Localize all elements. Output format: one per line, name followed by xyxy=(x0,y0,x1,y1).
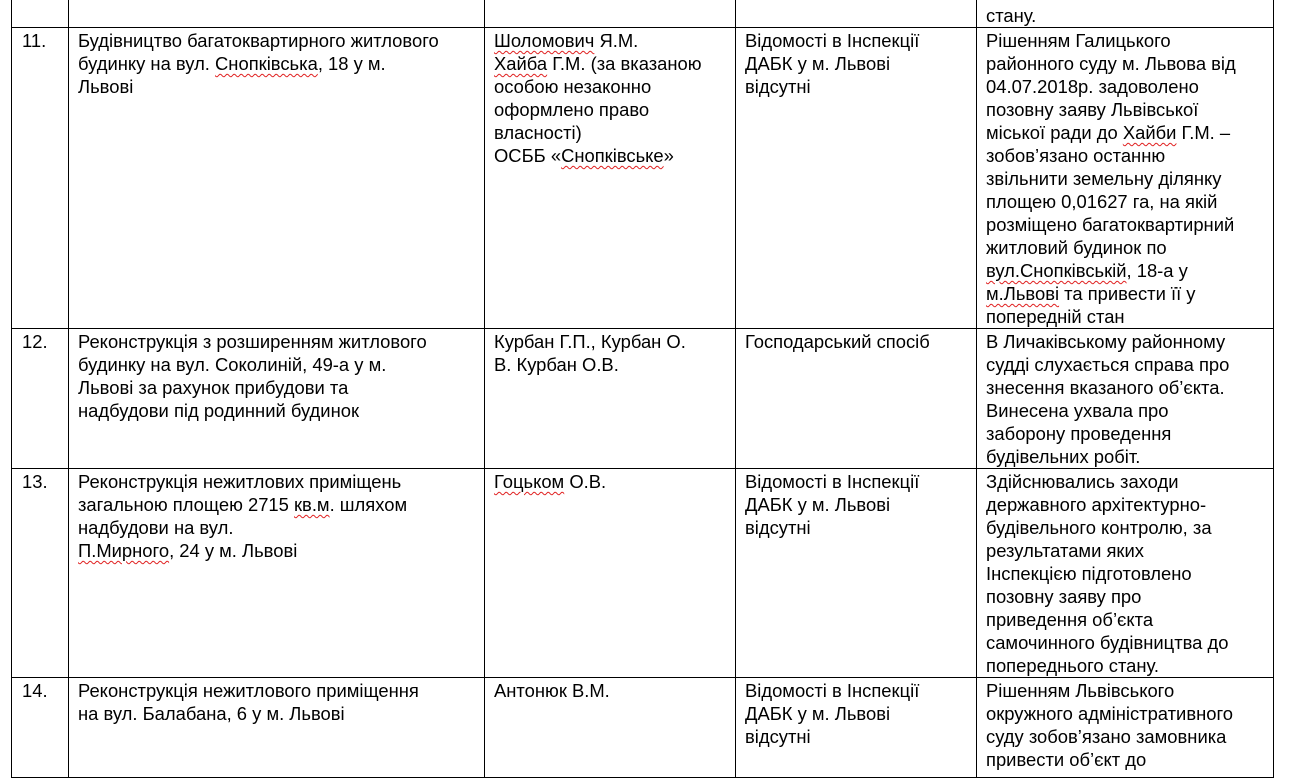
text-line xyxy=(78,493,478,516)
text-line xyxy=(745,725,970,748)
text-fragment: , 18-а у xyxy=(1126,260,1188,281)
text-fragment: зобов’язано останню xyxy=(986,145,1166,166)
text-fragment: Г.М. – xyxy=(1176,122,1231,143)
owner-cell xyxy=(485,0,736,28)
object-description-cell xyxy=(69,329,485,469)
text-line xyxy=(986,679,1267,702)
text-fragment: власності) xyxy=(494,122,582,143)
table-row xyxy=(12,0,1274,28)
text-fragment: Відомості в Інспекції xyxy=(745,680,920,701)
table-row xyxy=(12,329,1274,469)
text-line xyxy=(494,330,729,353)
text-fragment: » xyxy=(663,145,674,166)
text-line xyxy=(986,236,1267,259)
text-fragment: Львові за рахунок прибудови та xyxy=(78,377,349,398)
text-fragment: результатами яких xyxy=(986,540,1144,561)
text-line xyxy=(986,121,1267,144)
text-fragment: оформлено право xyxy=(494,99,650,120)
text-fragment: особою незаконно xyxy=(494,76,652,97)
text-line xyxy=(494,75,729,98)
text-fragment: Я.М. xyxy=(594,30,639,51)
text-line xyxy=(986,259,1267,282)
legal-status-cell xyxy=(977,678,1274,778)
text-line xyxy=(986,725,1267,748)
text-fragment: позовну заяву про xyxy=(986,586,1142,607)
row-number-cell xyxy=(12,0,69,28)
spellcheck-flagged-word: кв.м xyxy=(294,494,330,515)
text-fragment: Львові xyxy=(78,76,134,97)
spellcheck-flagged-word: Гоцьком xyxy=(494,471,565,492)
row-number-cell: 12. xyxy=(12,329,69,469)
text-fragment: Антонюк В.М. xyxy=(494,680,610,701)
object-description-cell xyxy=(69,678,485,778)
text-line xyxy=(986,654,1267,677)
text-fragment: ДАБК у м. Львові xyxy=(745,494,891,515)
text-fragment: заборону проведення xyxy=(986,423,1172,444)
text-fragment: ДАБК у м. Львові xyxy=(745,703,891,724)
text-fragment: Будівництво багатоквартирного житлового xyxy=(78,30,439,51)
text-fragment: . шляхом xyxy=(329,494,408,515)
text-fragment: Реконструкція з розширенням житлового xyxy=(78,331,427,352)
object-description-cell xyxy=(69,28,485,329)
text-fragment: Г.М. (за вказаною xyxy=(547,53,702,74)
text-line xyxy=(494,121,729,144)
text-line xyxy=(494,29,729,52)
document-page xyxy=(11,0,1274,778)
text-fragment: самочинного будівництва до xyxy=(986,632,1229,653)
owner-cell xyxy=(485,678,736,778)
legal-status-cell xyxy=(977,0,1274,28)
text-line xyxy=(78,376,478,399)
text-fragment: О.В. xyxy=(564,471,607,492)
text-line xyxy=(745,52,970,75)
text-line xyxy=(745,516,970,539)
table-row xyxy=(12,678,1274,778)
text-fragment: ДАБК у м. Львові xyxy=(745,53,891,74)
legal-status-cell xyxy=(977,329,1274,469)
row-number-cell: 13. xyxy=(12,469,69,678)
text-fragment: загальною площею 2715 xyxy=(78,494,294,515)
inspection-info-cell xyxy=(736,678,977,778)
spellcheck-flagged-word: Снопківське xyxy=(561,145,664,166)
text-fragment: позовну заяву Львівської xyxy=(986,99,1199,120)
inspection-info-cell xyxy=(736,329,977,469)
text-fragment: Відомості в Інспекції xyxy=(745,471,920,492)
text-fragment: Господарський спосіб xyxy=(745,331,930,352)
text-fragment: будинку на вул. xyxy=(78,53,216,74)
text-fragment: окружного адміністративного xyxy=(986,703,1234,724)
text-fragment: ОСББ « xyxy=(494,145,562,166)
spellcheck-flagged-word: Снопківська xyxy=(215,53,318,74)
text-line xyxy=(745,470,970,493)
text-line xyxy=(78,470,478,493)
text-fragment: відсутні xyxy=(745,76,811,97)
text-line xyxy=(78,679,478,702)
text-fragment: привести об’єкт до xyxy=(986,749,1147,770)
text-line xyxy=(986,493,1267,516)
text-fragment: надбудови під родинний будинок xyxy=(78,400,359,421)
text-fragment: Винесена ухвала про xyxy=(986,400,1169,421)
construction-objects-table xyxy=(11,0,1274,778)
text-fragment: судді слухається справа про xyxy=(986,354,1230,375)
text-fragment: площею 0,01627 га, на якій xyxy=(986,191,1218,212)
text-line xyxy=(986,282,1267,305)
text-fragment: Курбан Г.П., Курбан О. xyxy=(494,331,686,352)
text-fragment: суду зобов’язано замовника xyxy=(986,726,1227,747)
text-fragment: Рішенням Галицького xyxy=(986,30,1171,51)
text-line xyxy=(494,52,729,75)
text-line xyxy=(78,75,478,98)
text-line xyxy=(78,516,478,539)
text-line xyxy=(986,75,1267,98)
text-fragment: Інспекцією підготовлено xyxy=(986,563,1192,584)
spellcheck-flagged-word: вул.Снопківській xyxy=(986,260,1127,281)
text-fragment: розміщено багатоквартирний xyxy=(986,214,1235,235)
text-line xyxy=(986,585,1267,608)
text-line xyxy=(986,445,1267,468)
text-fragment: міської ради до xyxy=(986,122,1123,143)
text-fragment: 04.07.2018р. задоволено xyxy=(986,76,1199,97)
text-fragment: відсутні xyxy=(745,726,811,747)
text-line xyxy=(494,679,729,702)
text-fragment: будівельного контролю, за xyxy=(986,517,1212,538)
text-line xyxy=(986,608,1267,631)
legal-status-cell xyxy=(977,469,1274,678)
text-fragment: відсутні xyxy=(745,517,811,538)
owner-cell xyxy=(485,329,736,469)
text-line xyxy=(986,562,1267,585)
text-line xyxy=(986,353,1267,376)
text-line xyxy=(986,144,1267,167)
text-line xyxy=(78,539,478,562)
text-line xyxy=(986,52,1267,75)
text-fragment: будівельних робіт. xyxy=(986,446,1141,467)
legal-status-cell xyxy=(977,28,1274,329)
text-fragment: звільнити земельну ділянку xyxy=(986,168,1222,189)
text-line xyxy=(745,679,970,702)
text-line xyxy=(745,75,970,98)
text-line xyxy=(986,539,1267,562)
table-row xyxy=(12,28,1274,329)
text-line xyxy=(745,493,970,516)
text-line xyxy=(78,330,478,353)
text-line xyxy=(986,516,1267,539)
text-line xyxy=(986,213,1267,236)
spellcheck-flagged-word: Хайби xyxy=(1122,122,1177,143)
text-line xyxy=(78,399,478,422)
text-fragment: надбудови на вул. xyxy=(78,517,234,538)
text-fragment: на вул. Балабана, 6 у м. Львові xyxy=(78,703,345,724)
text-line xyxy=(986,399,1267,422)
text-line xyxy=(986,470,1267,493)
text-line xyxy=(986,631,1267,654)
spellcheck-flagged-word: м.Львові xyxy=(986,283,1060,304)
text-line xyxy=(494,470,729,493)
object-description-cell xyxy=(69,0,485,28)
text-line xyxy=(986,702,1267,725)
text-fragment: Реконструкція нежитлових приміщень xyxy=(78,471,402,492)
text-line xyxy=(78,353,478,376)
text-line xyxy=(494,353,729,376)
text-fragment: приведення об’єкта xyxy=(986,609,1154,630)
text-line xyxy=(494,98,729,121)
text-line xyxy=(986,29,1267,52)
text-line xyxy=(986,4,1267,27)
object-description-cell xyxy=(69,469,485,678)
spellcheck-flagged-word: П.Мирного xyxy=(78,540,170,561)
owner-cell xyxy=(485,28,736,329)
text-fragment: В. Курбан О.В. xyxy=(494,354,619,375)
text-line xyxy=(78,29,478,52)
text-fragment: попередній стан xyxy=(986,306,1125,327)
row-number-cell: 14. xyxy=(12,678,69,778)
text-line xyxy=(78,702,478,725)
spellcheck-flagged-word: Шоломович xyxy=(494,30,595,51)
text-line xyxy=(986,190,1267,213)
text-line xyxy=(745,29,970,52)
owner-cell xyxy=(485,469,736,678)
inspection-info-cell xyxy=(736,0,977,28)
text-fragment: Реконструкція нежитлового приміщення xyxy=(78,680,419,701)
inspection-info-cell xyxy=(736,469,977,678)
text-fragment: Рішенням Львівського xyxy=(986,680,1175,701)
text-fragment: В Личаківському районному xyxy=(986,331,1226,352)
text-fragment: державного архітектурно- xyxy=(986,494,1207,515)
row-number-cell: 11. xyxy=(12,28,69,329)
text-fragment: стану. xyxy=(986,5,1037,26)
text-line xyxy=(986,748,1267,771)
text-line xyxy=(986,305,1267,328)
text-line xyxy=(745,702,970,725)
text-line xyxy=(494,144,729,167)
text-fragment: районного суду м. Львова від xyxy=(986,53,1236,74)
text-fragment: Здійснювались заходи xyxy=(986,471,1179,492)
text-fragment: , 18 у м. xyxy=(317,53,386,74)
inspection-info-cell xyxy=(736,28,977,329)
text-fragment: , 24 у м. Львові xyxy=(169,540,298,561)
spellcheck-flagged-word: Хайба xyxy=(494,53,548,74)
text-line xyxy=(986,376,1267,399)
text-fragment: Відомості в Інспекції xyxy=(745,30,920,51)
text-fragment: та привести її у xyxy=(1059,283,1196,304)
text-line xyxy=(986,98,1267,121)
text-fragment: попереднього стану. xyxy=(986,655,1160,676)
text-fragment: знесення вказаного об’єкта. xyxy=(986,377,1225,398)
text-line xyxy=(78,52,478,75)
text-fragment: житловий будинок по xyxy=(986,237,1167,258)
text-fragment: будинку на вул. Соколиній, 49-а у м. xyxy=(78,354,387,375)
text-line xyxy=(986,422,1267,445)
text-line xyxy=(986,167,1267,190)
text-line xyxy=(986,330,1267,353)
text-line xyxy=(745,330,970,353)
table-row xyxy=(12,469,1274,678)
